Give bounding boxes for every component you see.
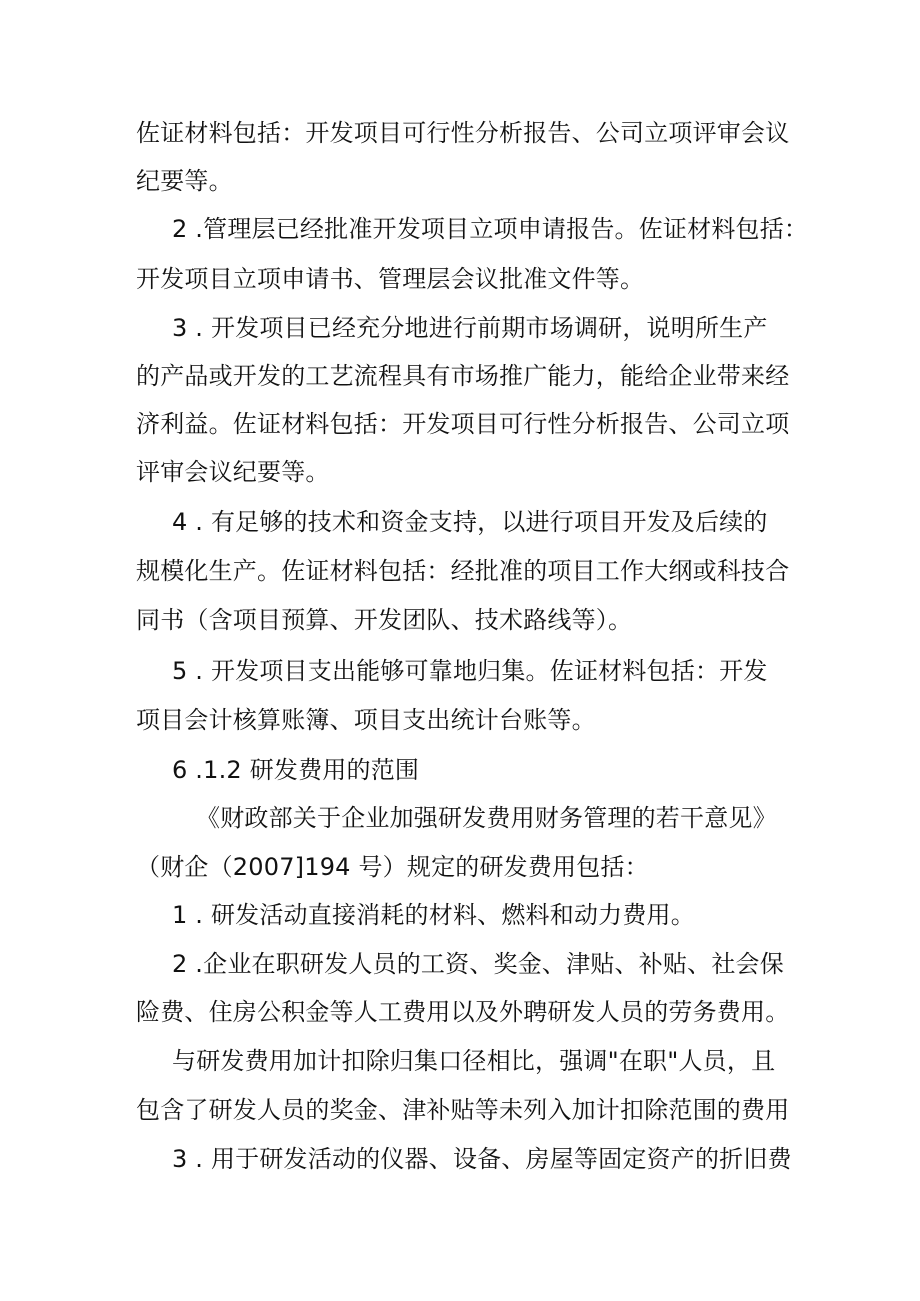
paragraph-line: 包含了研发人员的奖金、津补贴等未列入加计扣除范围的费用 (136, 1096, 790, 1124)
paragraph-line: 佐证材料包括：开发项目可行性分析报告、公司立项评审会议 (136, 119, 790, 147)
paragraph-line: 纪要等。 (136, 167, 233, 195)
list-item-line: 3 . 开发项目已经充分地进行前期市场调研，说明所生产 (172, 314, 768, 342)
list-item-line: 2 .管理层已经批准开发项目立项申请报告。佐证材料包括： (172, 215, 809, 243)
paragraph-line: （财企（2007]194 号）规定的研发费用包括： (136, 853, 649, 881)
paragraph-line: 险费、住房公积金等人工费用以及外聘研发人员的劳务费用。 (136, 998, 790, 1026)
paragraph-line: 同书（含项目预算、开发团队、技术路线等）。 (136, 606, 633, 634)
paragraph-line: 规模化生产。佐证材料包括：经批准的项目工作大纲或科技合 (136, 557, 790, 585)
paragraph-line: 与研发费用加计扣除归集口径相比，强调"在职"人员，且 (172, 1047, 776, 1075)
paragraph-line: 评审会议纪要等。 (136, 458, 330, 486)
section-heading: 6 .1.2 研发费用的范围 (172, 756, 420, 784)
list-item-line: 1 . 研发活动直接消耗的材料、燃料和动力费用。 (172, 901, 695, 929)
list-item-line: 5 . 开发项目支出能够可靠地归集。佐证材料包括：开发 (172, 657, 768, 685)
paragraph-line: 项目会计核算账簿、项目支出统计台账等。 (136, 706, 596, 734)
list-item-line: 3 . 用于研发活动的仪器、设备、房屋等固定资产的折旧费 (172, 1145, 792, 1173)
paragraph-line: 的产品或开发的工艺流程具有市场推广能力，能给企业带来经 (136, 362, 790, 390)
list-item-line: 2 .企业在职研发人员的工资、奖金、津贴、补贴、社会保 (172, 950, 784, 978)
list-item-line: 4 . 有足够的技术和资金支持，以进行项目开发及后续的 (172, 508, 768, 536)
paragraph-line: 《财政部关于企业加强研发费用财务管理的若干意见》 (196, 804, 777, 832)
paragraph-line: 济利益。佐证材料包括：开发项目可行性分析报告、公司立项 (136, 410, 790, 438)
paragraph-line: 开发项目立项申请书、管理层会议批准文件等。 (136, 265, 645, 293)
